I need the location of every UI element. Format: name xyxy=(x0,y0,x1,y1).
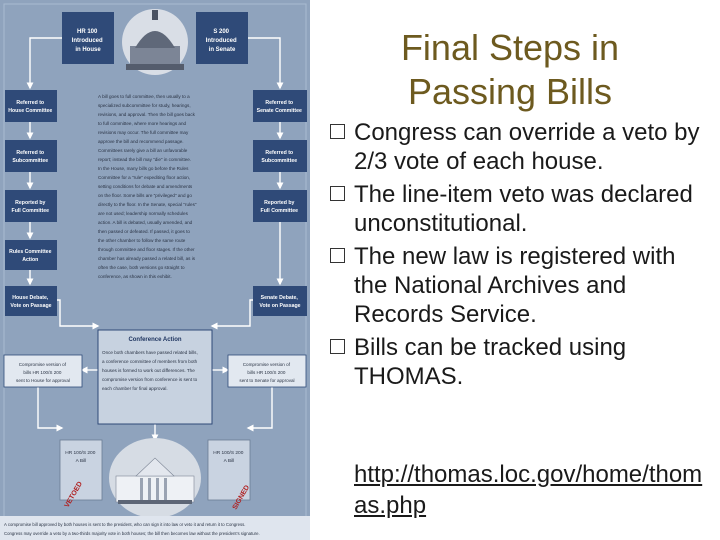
committee-description: A bill goes to full committee, then usually to a specialized subcommittee for study, hearings, revisions, and approval. Then the bill goes back to full committee, where more hearings and revisions may occur. The full committee may approve the bill and recommend passage. Committees rarely give a bill an unfavorable report; instead the bill may "die" in committee. In the House, many bills go before the Rules Committee for a "rule" expediting floor action, setting conditions for debate and amendments on the floor. Some bills are "privileged" and go directly to the floor. In the Senate, special "rules" are not used; leadership normally schedules action. A bill is debated, usually amended, and then passed or defeated. If passed, it goes to the other chamber to follow the same route through committee and floor stages. If the other chamber has already passed a related bill, as is often the case, both versions go straight to conference, as shown in this exhibit. xyxy=(98,94,197,279)
senate-step-3-line: Full Committee xyxy=(260,208,299,214)
bullet-text: The line-item veto was declared unconstitutional. xyxy=(354,181,693,237)
vetoed-bill-label: A Bill xyxy=(75,459,87,464)
bullet-item xyxy=(328,333,713,391)
capitol-dome-image xyxy=(122,9,188,75)
senate-step-1-line: Senate Committee xyxy=(256,108,302,114)
s-intro-line: in Senate xyxy=(208,47,236,53)
s-intro-line: Introduced xyxy=(205,38,237,44)
svg-text:Conference Action xyxy=(128,337,181,343)
hr-intro-line: in House xyxy=(75,47,101,53)
senate-step-4-line: Senate Debate, xyxy=(260,295,298,301)
house-step-4-line: Action xyxy=(22,257,39,263)
bullet-item xyxy=(328,242,713,329)
vetoed-bill-label: HR 100/S 200 xyxy=(65,451,96,456)
bullet-item xyxy=(328,118,713,176)
house-compromise-line: bills HR 100/S 200 xyxy=(23,370,62,375)
senate-step-2-line: Referred to xyxy=(265,150,294,156)
senate-step-1-line: Referred to xyxy=(265,100,294,106)
senate-step-2-line: Subcommittee xyxy=(261,158,298,164)
vetoed-bill-document xyxy=(60,440,102,509)
house-step-2-line: Referred to xyxy=(16,150,45,156)
conference-description: Once both chambers have passed related bills, a conference committee of members from both houses is formed to work out differences. The compromise version from conference is sent to each chamber for final approval. xyxy=(102,350,198,391)
checkbox-bullet-icon xyxy=(330,248,345,263)
senate-step-3-line: Reported by xyxy=(264,200,295,206)
legislative-process-diagram xyxy=(0,0,310,540)
hr-intro-line: HR 100 xyxy=(76,29,98,35)
bullet-text: The new law is registered with the National Archives and Records Service. xyxy=(354,243,676,328)
signed-bill-label: HR 100/S 200 xyxy=(213,451,244,456)
white-house-image xyxy=(109,438,201,518)
hr-intro-line: Introduced xyxy=(71,38,103,44)
conference-title: Conference Action xyxy=(128,337,182,343)
checkbox-bullet-icon xyxy=(330,186,345,201)
signed-bill-label: A Bill xyxy=(223,459,235,464)
signed-bill-document xyxy=(208,440,251,511)
senate-compromise-line: sent to Senate for approval xyxy=(239,378,295,383)
house-step-4-line: Rules Committee xyxy=(9,249,52,255)
vetoed-stamp: VETOED xyxy=(63,480,85,509)
house-step-1-line: Referred to xyxy=(16,100,45,106)
checkbox-bullet-icon xyxy=(330,339,345,354)
bullet-list xyxy=(328,118,713,395)
slide-title-line: Final Steps in xyxy=(400,27,620,68)
house-step-3-line: Full Committee xyxy=(11,208,50,214)
footer-caption: A compromise bill approved by both houses is sent to the president, who can sign it into law or veto it and return it to Congress. Congress may override a veto by a two-thirds majority vote in both houses; the bill then becomes law without the president's signature. xyxy=(4,522,260,536)
svg-text:Compromise version of bill xyxy=(239,362,294,383)
senate-step-4-line: Vote on Passage xyxy=(259,303,301,309)
signed-stamp: SIGNED xyxy=(231,484,252,511)
bullet-text: Bills can be tracked using THOMAS. xyxy=(354,334,627,390)
slide-title xyxy=(330,26,690,114)
house-compromise-line: sent to House for approval xyxy=(16,378,70,383)
svg-text:Compromise version of bill xyxy=(16,362,70,383)
bullet-text: Congress can override a veto by 2/3 vote of each house. xyxy=(354,119,700,175)
house-step-3-line: Reported by xyxy=(15,200,46,206)
thomas-link[interactable]: http://thomas.loc.gov/home/thomas.php xyxy=(354,461,703,519)
house-step-5-line: Vote on Passage xyxy=(10,303,52,309)
house-step-1-line: House Committee xyxy=(8,108,53,114)
house-compromise-line: Compromise version of xyxy=(18,362,66,367)
s-intro-line: S 200 xyxy=(213,29,230,35)
bullet-item xyxy=(328,180,713,238)
slide-title-line: Passing Bills xyxy=(407,71,613,112)
senate-compromise-line: Compromise version of xyxy=(242,362,290,367)
house-step-5-line: House Debate, xyxy=(12,295,49,301)
senate-compromise-line: bills HR 100/S 200 xyxy=(247,370,286,375)
house-step-2-line: Subcommittee xyxy=(12,158,49,164)
checkbox-bullet-icon xyxy=(330,124,345,139)
